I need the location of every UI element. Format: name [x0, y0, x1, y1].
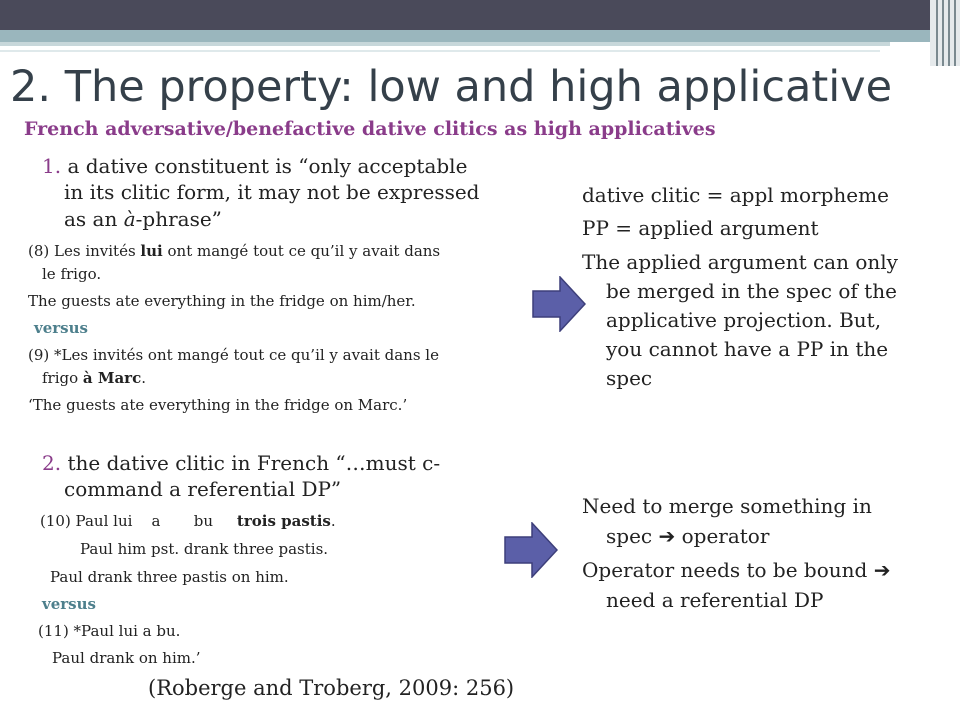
header-bar	[0, 0, 960, 30]
header-accent-bar	[0, 30, 930, 42]
right-arrow-icon: ➔	[658, 524, 676, 548]
right-block-arrow-icon	[532, 276, 586, 332]
example-11-line1: (11) *Paul lui a bu.	[38, 622, 181, 640]
right-top-line6: you cannot have a PP in the	[606, 337, 889, 361]
right-bottom-line1: Need to merge something in	[582, 494, 872, 518]
corner-decoration	[930, 0, 960, 66]
example-10-gloss2: Paul drank three pastis on him.	[50, 568, 289, 586]
header-thin-line	[0, 50, 880, 52]
point2-line2: command a referential DP”	[64, 477, 342, 501]
right-top-line3: The applied argument can only	[582, 250, 898, 274]
right-bottom-line3: Operator needs to be bound ➔	[582, 558, 891, 582]
right-top-line4: be merged in the spec of the	[606, 279, 897, 303]
point2-line1: 2. the dative clitic in French “…must c-	[42, 451, 441, 475]
right-arrow-icon: ➔	[873, 558, 891, 582]
example-10-gloss1: Paul him pst. drank three pastis.	[80, 540, 329, 558]
right-bottom-line4: need a referential DP	[606, 588, 824, 612]
example-8-line1: (8) Les invités lui ont mangé tout ce qu’il y avait dans	[28, 242, 441, 260]
example-8-line2: le frigo.	[42, 265, 102, 283]
right-top-line5: applicative projection. But,	[606, 308, 882, 332]
slide-title: 2. The property: low and high applicative	[10, 62, 893, 112]
right-top-line7: spec	[606, 366, 653, 390]
example-9-line2: frigo à Marc.	[42, 369, 147, 387]
example-9-line1: (9) *Les invités ont mangé tout ce qu’il y avait dans le	[28, 346, 439, 364]
point1-line2: in its clitic form, it may not be expressed	[64, 180, 480, 204]
example-11-gloss: Paul drank on him.’	[52, 649, 201, 667]
point1-line1: 1. a dative constituent is “only acceptable	[42, 154, 468, 178]
example-9-gloss: ‘The guests ate everything in the fridge on Marc.’	[28, 396, 408, 414]
right-top-line2: PP = applied argument	[582, 216, 819, 240]
example-8-gloss: The guests ate everything in the fridge on him/her.	[28, 292, 416, 310]
versus-label-1: versus	[34, 319, 88, 337]
point1-line3: as an à-phrase”	[64, 207, 222, 231]
right-top-line1: dative clitic = appl morpheme	[582, 183, 889, 207]
versus-label-2: versus	[42, 595, 96, 613]
right-bottom-line2: spec ➔ operator	[606, 524, 770, 548]
header-accent-line	[0, 42, 890, 46]
point1-number: 1.	[42, 154, 62, 178]
reference-citation: (Roberge and Troberg, 2009: 256)	[148, 676, 515, 700]
right-block-arrow-icon	[504, 522, 558, 578]
example-10-line1: (10) Paul lui a bu trois pastis.	[40, 512, 336, 530]
slide-subtitle: French adversative/benefactive dative clitics as high applicatives	[24, 118, 716, 140]
point2-number: 2.	[42, 451, 62, 475]
